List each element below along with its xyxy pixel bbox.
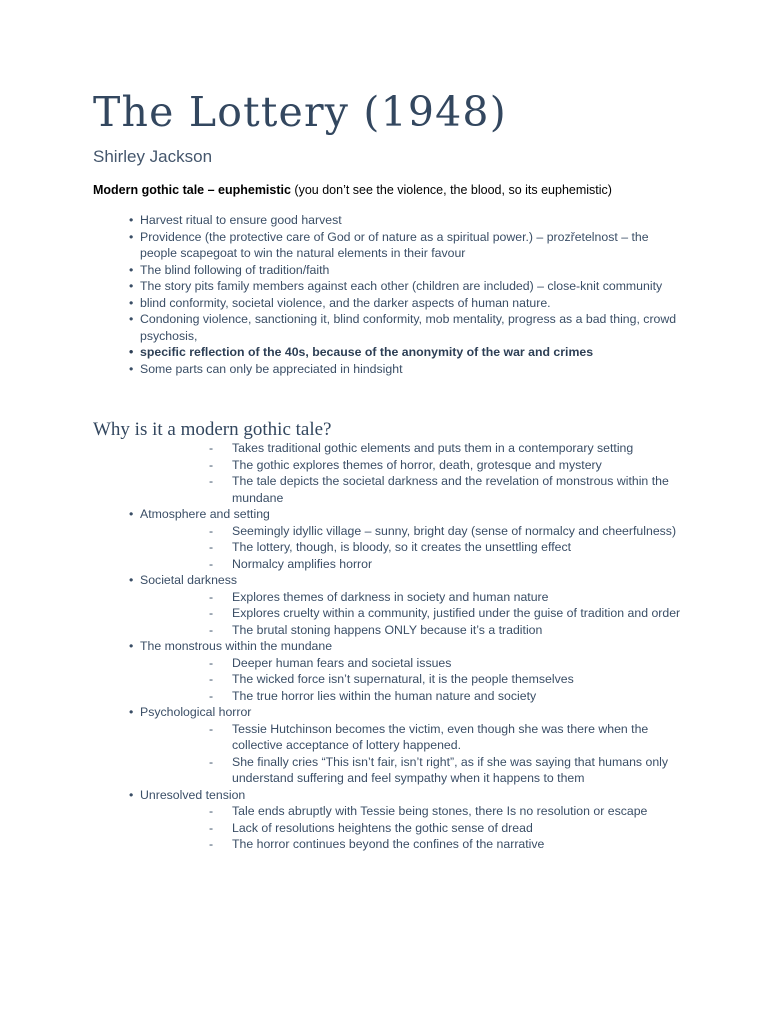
sub-item — [0, 655, 682, 672]
bullet-icon: • — [129, 507, 134, 521]
dash-icon: - — [209, 837, 214, 851]
bullet-item — [0, 229, 680, 262]
dash-icon: - — [209, 589, 214, 604]
sub-item-text: Lack of resolutions heightens the gothic sense of dread — [232, 820, 533, 835]
sub-item-text: Explores cruelty within a community, justified under the guise of tradition and order — [232, 606, 681, 620]
dash-icon: - — [209, 721, 214, 736]
dash-icon: - — [209, 804, 214, 818]
bullet-text: Condoning violence, sanctioning it, blind conformity, mob mentality, progress as a bad thing, crowd psychosis, — [140, 312, 677, 343]
intro-bold: Modern gothic tale – euphemistic — [93, 183, 291, 197]
sub-item — [0, 836, 682, 853]
bullet-text: Some parts can only be appreciated in hindsight — [140, 361, 403, 376]
section-label-text: Unresolved tension — [140, 787, 246, 802]
section-heading: Why is it a modern gothic tale? — [93, 419, 332, 440]
sub-item — [0, 721, 682, 754]
dash-icon: - — [209, 540, 214, 554]
dash-icon: - — [209, 606, 214, 620]
bullet-icon: • — [129, 229, 134, 244]
bullet-item — [0, 278, 680, 295]
section-label-societal — [0, 572, 768, 589]
sub-item-text: The lottery, though, is bloody, so it creates the unsettling effect — [232, 540, 572, 554]
sub-item-text: The tale depicts the societal darkness and the revelation of monstrous within the mundane — [232, 474, 669, 505]
sub-item — [0, 523, 682, 540]
sub-item — [0, 622, 682, 639]
intro-rest: (you don’t see the violence, the blood, so its euphemistic) — [290, 183, 612, 197]
dash-icon: - — [209, 820, 214, 835]
section-label-text: Psychological horror — [140, 705, 252, 719]
bullet-icon: • — [129, 705, 134, 719]
sub-item — [0, 473, 682, 506]
document-author: Shirley Jackson — [93, 147, 213, 166]
sub-item — [0, 605, 682, 622]
bullet-text: blind conformity, societal violence, and the darker aspects of human nature. — [140, 295, 551, 310]
dash-icon: - — [209, 622, 214, 637]
sub-item — [0, 589, 682, 606]
bullet-icon: • — [129, 295, 134, 310]
bullet-icon: • — [129, 573, 134, 587]
bullet-text: Providence (the protective care of God or of nature as a spiritual power.) – prozřetelnost – the people scapegoat to win the natural elements in their favour — [140, 229, 649, 260]
sub-item — [0, 556, 682, 573]
sub-item-text: Tale ends abruptly with Tessie being stones, there Is no resolution or escape — [232, 804, 648, 818]
bullet-item-bold — [0, 344, 680, 361]
dash-icon: - — [209, 523, 214, 538]
bullet-icon: • — [129, 213, 134, 227]
document-title: The Lottery (1948) — [93, 88, 507, 136]
bullet-text: The story pits family members against each other (children are included) – close-knit community — [140, 279, 663, 293]
sub-item-text: She finally cries “This isn’t fair, isn’t right”, as if she was saying that humans only understand suffering and feel sympathy when it happens to them — [232, 754, 669, 785]
bullet-item — [0, 311, 680, 344]
bullet-icon: • — [129, 312, 134, 326]
sub-item-text: Tessie Hutchinson becomes the victim, even though she was there when the collective acceptance of lottery happened. — [232, 721, 649, 752]
sub-item — [0, 457, 682, 474]
bullet-icon: • — [129, 787, 134, 802]
sub-item — [0, 539, 682, 556]
gothic-reasons-list — [0, 440, 768, 853]
sub-item — [0, 671, 682, 688]
bullet-icon: • — [129, 345, 134, 359]
dash-icon: - — [209, 754, 214, 769]
bullet-item — [0, 262, 680, 279]
bullet-icon: • — [129, 279, 134, 293]
sub-item-text: Explores themes of darkness in society and human nature — [232, 589, 549, 604]
sub-item — [0, 820, 682, 837]
section-label-psychological — [0, 704, 768, 721]
dash-icon: - — [209, 556, 214, 571]
bullet-text: specific reflection of the 40s, because of the anonymity of the war and crimes — [140, 345, 594, 359]
sub-item-text: The true horror lies within the human nature and society — [232, 688, 537, 703]
section-label-atmosphere — [0, 506, 768, 523]
sub-item-text: The brutal stoning happens ONLY because it’s a tradition — [232, 622, 543, 637]
sub-item-text: The gothic explores themes of horror, death, grotesque and mystery — [232, 457, 602, 472]
sub-item-text: Seemingly idyllic village – sunny, bright day (sense of normalcy and cheerfulness) — [232, 523, 677, 538]
theme-bullet-list — [0, 212, 768, 377]
dash-icon: - — [209, 672, 214, 686]
bullet-item — [0, 295, 680, 312]
section-label-text: Atmosphere and setting — [140, 507, 270, 521]
sub-item — [0, 754, 682, 787]
sub-item-text: Normalcy amplifies horror — [232, 556, 373, 571]
dash-icon: - — [209, 441, 214, 455]
dash-icon: - — [209, 688, 214, 703]
sub-item-text: The horror continues beyond the confines of the narrative — [232, 837, 545, 851]
sub-item-text: Takes traditional gothic elements and puts them in a contemporary setting — [232, 441, 634, 455]
section-label-text: Societal darkness — [140, 573, 238, 587]
bullet-icon: • — [129, 361, 134, 376]
sub-item-text: Deeper human fears and societal issues — [232, 655, 452, 670]
dash-icon: - — [209, 457, 214, 472]
dash-icon: - — [209, 474, 214, 488]
intro-line — [93, 182, 612, 199]
sub-item — [0, 440, 682, 457]
section-label-unresolved — [0, 787, 768, 804]
sub-item — [0, 688, 682, 705]
bullet-icon: • — [129, 639, 134, 653]
bullet-text: Harvest ritual to ensure good harvest — [140, 213, 342, 227]
dash-icon: - — [209, 655, 214, 670]
bullet-item — [0, 212, 680, 229]
sub-item — [0, 803, 682, 820]
bullet-text: The blind following of tradition/faith — [140, 262, 330, 277]
section-label-monstrous — [0, 638, 768, 655]
bullet-icon: • — [129, 262, 134, 277]
sub-item-text: The wicked force isn’t supernatural, it is the people themselves — [232, 672, 574, 686]
bullet-item — [0, 361, 680, 378]
section-label-text: The monstrous within the mundane — [140, 639, 333, 653]
